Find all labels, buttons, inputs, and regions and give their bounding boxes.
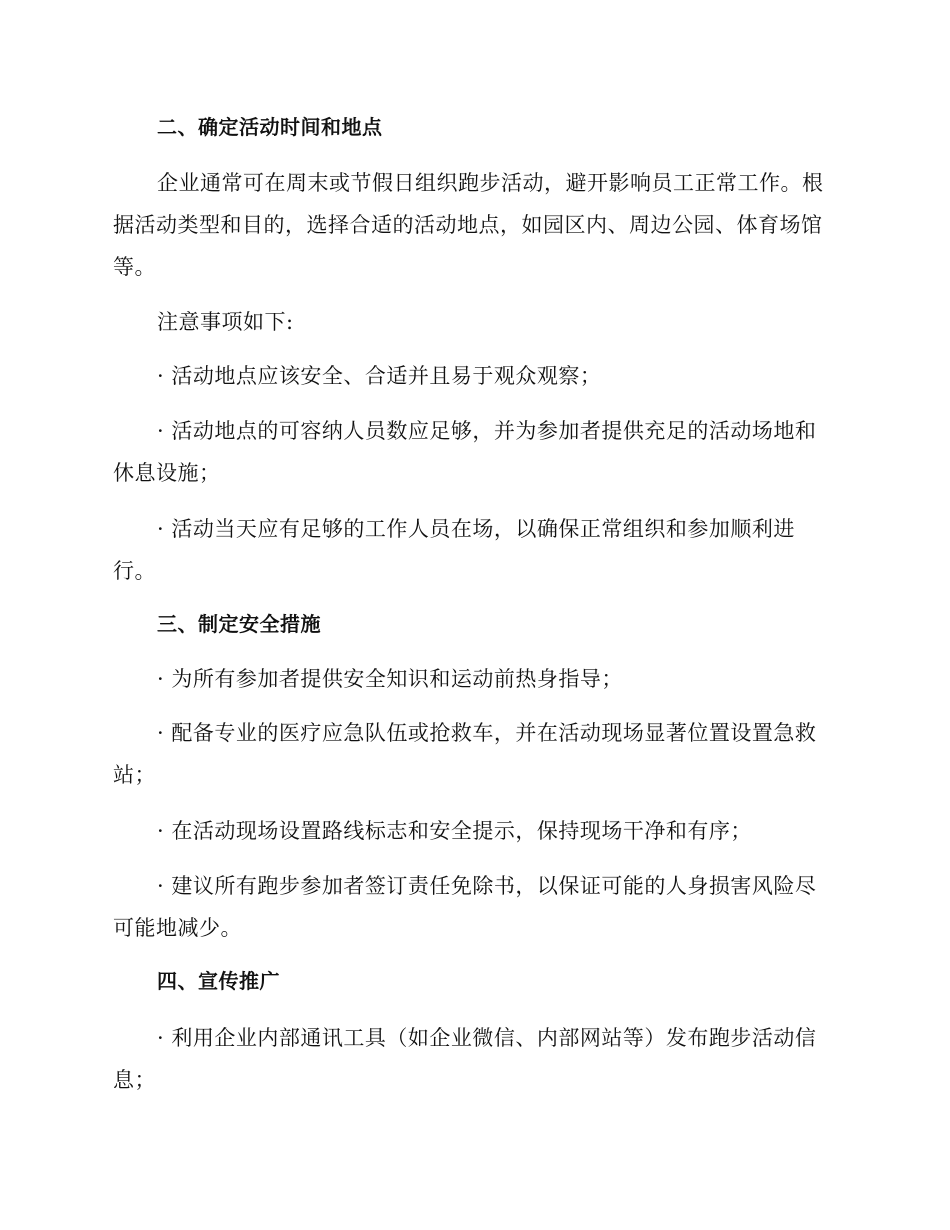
bullet-liability-waiver: · 建议所有跑步参加者签订责任免除书，以保证可能的人身损害风险尽可能地减少。 — [113, 874, 817, 940]
bullet-route-signs: · 在活动现场设置路线标志和安全提示，保持现场干净和有序； — [157, 819, 752, 843]
bullet-staff-onsite: · 活动当天应有足够的工作人员在场，以确保正常组织和参加顺利进行。 — [113, 517, 795, 583]
bullet-internal-comms: · 利用企业内部通讯工具（如企业微信、内部网站等）发布跑步活动信息； — [113, 1026, 817, 1092]
section-heading-promotion: 四、宣传推广 — [157, 969, 280, 993]
paragraph-notes-intro: 注意事项如下: — [157, 310, 294, 334]
bullet-medical-team: · 配备专业的医疗应急队伍或抢救车，并在活动现场显著位置设置急救站； — [113, 721, 817, 787]
paragraph-time-location: 企业通常可在周末或节假日组织跑步活动，避开影响员工正常工作。根据活动类型和目的，选择合适的活动地点，如园区内、周边公园、体育场馆等。 — [113, 171, 824, 279]
bullet-safety-knowledge: · 为所有参加者提供安全知识和运动前热身指导； — [157, 667, 623, 691]
bullet-location-safety: · 活动地点应该安全、合适并且易于观众观察； — [157, 364, 602, 388]
bullet-location-capacity: · 活动地点的可容纳人员数应足够，并为参加者提供充足的活动场地和休息设施； — [113, 419, 817, 485]
section-heading-safety: 三、制定安全措施 — [157, 612, 321, 636]
section-heading-time-location: 二、确定活动时间和地点 — [157, 115, 383, 139]
